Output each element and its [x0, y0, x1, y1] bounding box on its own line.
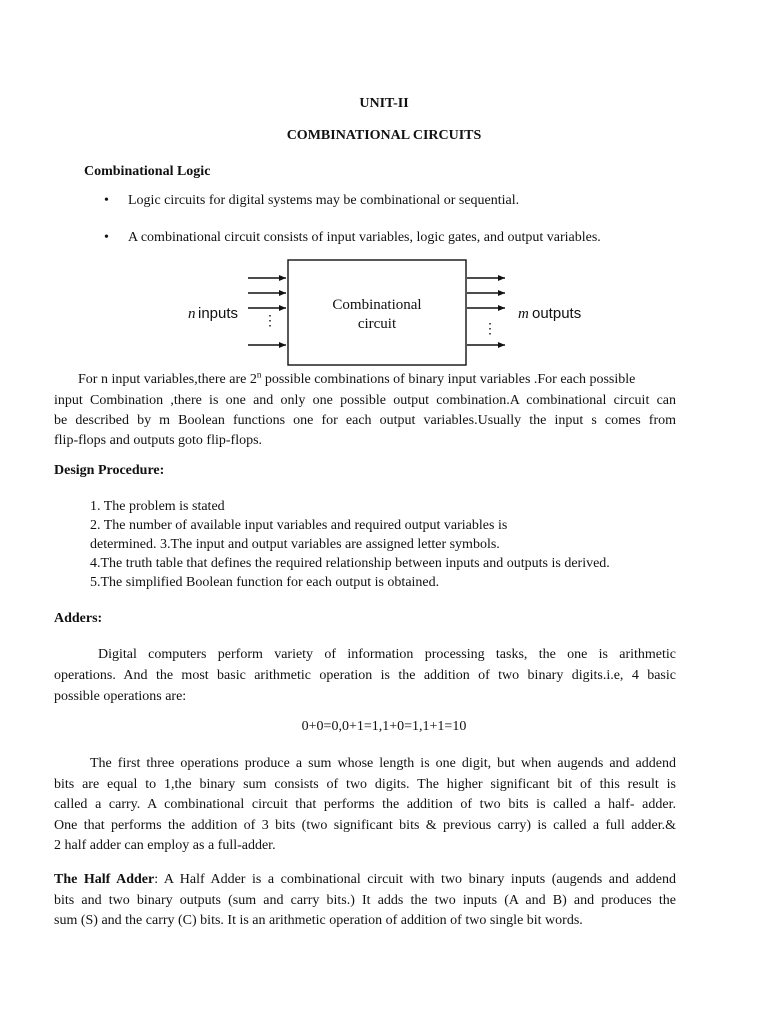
paragraph-line: input Combination ,there is one and only one possible output combination.A combinational circuit can [54, 393, 676, 408]
paragraph-line: 2 half adder can employ as a full-adder. [54, 838, 276, 853]
paragraph-line: be described by m Boolean functions one for each output variables.Usually the input s comes from [54, 413, 676, 428]
unit-title: UNIT-II [359, 96, 409, 111]
output-ellipsis: ⋮ [483, 322, 497, 337]
half-adder-heading: The Half Adder [54, 872, 155, 887]
list-item: 4.The truth table that defines the required relationship between inputs and outputs is derived. [90, 556, 610, 571]
paragraph-line: sum (S) and the carry (C) bits. It is an arithmetic operation of addition of two single bit words. [54, 913, 583, 928]
list-item: 1. The problem is stated [90, 499, 225, 514]
page-title: COMBINATIONAL CIRCUITS [286, 128, 482, 143]
inputs-label: inputs [198, 305, 239, 322]
output-arrows [467, 278, 505, 345]
list-item: 2. The number of available input variables and required output variables is [90, 518, 508, 533]
list-item: Logic circuits for digital systems may be combinational or sequential. [128, 193, 520, 208]
paragraph-line: The Half Adder: A Half Adder is a combinational circuit with two binary inputs (augends and addend [54, 872, 676, 887]
binary-addition-equation: 0+0=0,0+1=1,1+0=1,1+1=10 [301, 719, 467, 734]
paragraph-line: One that performs the addition of 3 bits (two significant bits & previous carry) is called a full adder.& [54, 818, 676, 833]
paragraph-line: bits are equal to 1,the binary sum consists of two digits. The higher significant bit of this result is [54, 777, 676, 792]
paragraph-line: possible operations are: [54, 689, 187, 704]
paragraph-line: bits and two binary outputs (sum and carry bits.) It adds the two inputs (A and B) and produces the [54, 893, 676, 908]
paragraph-line: The first three operations produce a sum whose length is one digit, but when augends and addend [90, 756, 676, 771]
paragraph-line: flip-flops and outputs goto flip-flops. [54, 433, 263, 448]
paragraph-line: operations. And the most basic arithmetic operation is the addition of two binary digits.i.e, 4 basic [54, 668, 676, 683]
section-heading-design-procedure: Design Procedure: [54, 463, 165, 478]
list-item: determined. 3.The input and output variables are assigned letter symbols. [90, 537, 500, 552]
box-label-line1: Combinational [332, 297, 422, 313]
input-ellipsis: ⋮ [263, 314, 277, 329]
inputs-variable: n [188, 306, 196, 322]
combinational-circuit-diagram [180, 255, 600, 370]
paragraph-line: called a carry. A combinational circuit that performs the addition of two bits is called a half- adder. [54, 797, 676, 812]
list-item: A combinational circuit consists of input variables, logic gates, and output variables. [128, 230, 601, 245]
input-arrows [248, 278, 286, 345]
list-item: 5.The simplified Boolean function for each output is obtained. [90, 575, 440, 590]
section-heading-adders: Adders: [54, 611, 103, 626]
paragraph-line: For n input variables,there are 2$^n$ possible combinations of binary input variables .For each possible [78, 369, 636, 387]
paragraph-line: Digital computers perform variety of information processing tasks, the one is arithmetic [98, 647, 676, 662]
box-label-line2: circuit [357, 316, 397, 332]
bullet-marker: • [104, 230, 109, 245]
bullet-marker: • [104, 193, 109, 208]
section-heading-combinational-logic: Combinational Logic [84, 164, 211, 179]
outputs-variable: m [518, 306, 529, 322]
outputs-label: outputs [532, 305, 582, 322]
